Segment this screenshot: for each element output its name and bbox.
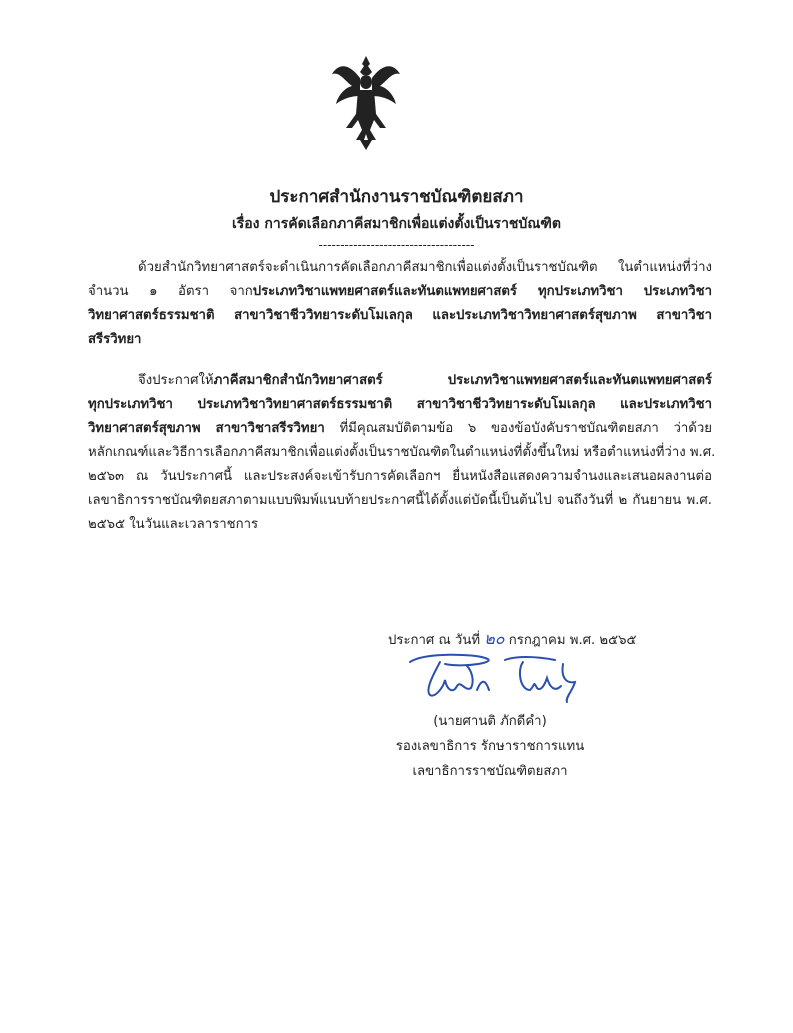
paragraph-2-line [88,443,716,463]
bold-text: สรีรวิทยา [88,332,142,347]
text: จึงประกาศให้ [138,373,214,388]
signer-position: รองเลขาธิการ รักษาราชการแทน [395,739,585,754]
paragraph-2-line [138,371,712,391]
bold-text: ภาคีสมาชิกสำนักวิทยาศาสตร์ ประเภทวิชาแพทยศาสตร์และทันตแพทยศาสตร์ [213,373,712,388]
date-suffix: กรกฎาคม พ.ศ. ๒๕๖๕ [508,633,637,648]
signature-icon [405,650,595,705]
paragraph-1-line [88,306,712,326]
paragraph-2-line [88,491,712,511]
text: ด้วยสำนักวิทยาศาสตร์จะดำเนินการคัดเลือกภาคีสมาชิกเพื่อแต่งตั้งเป็นราชบัณฑิต ในตำแหน่งที่ว่าง [138,260,712,275]
date-prefix: ประกาศ ณ วันที่ [388,633,481,648]
bold-text: ทุกประเภทวิชา ประเภทวิชาวิทยาศาสตร์ธรรมชาติ สาขาวิชาชีววิทยาระดับโมเลกุล และประเภทวิชา [88,397,712,412]
paragraph-2-line [88,515,712,535]
garuda-emblem-icon [330,52,402,152]
text: เลขาธิการราชบัณฑิตยสภาตามแบบพิมพ์แนบท้ายประกาศนี้ได้ตั้งแต่บัดนี้เป็นต้นไป จนถึงวันที่ ๒ กันยายน พ.ศ. [88,493,712,508]
signer-office: เลขาธิการราชบัณฑิตยสภา [412,764,568,779]
paragraph-2-line [88,419,712,439]
document-subject: เรื่อง การคัดเลือกภาคีสมาชิกเพื่อแต่งตั้งเป็นราชบัณฑิต [231,216,562,232]
text: ๒๕๖๕ ในวันและเวลาราชการ [88,517,259,532]
date-day-handwritten: ๒๐ [484,629,505,648]
paragraph-2-line [88,467,712,487]
divider-dashes: ------------------------------------ [318,238,475,252]
announcement-date [388,627,636,652]
text: จำนวน ๑ อัตรา จาก [88,284,253,299]
text: หลักเกณฑ์และวิธีการเลือกภาคีสมาชิกเพื่อแต่งตั้งเป็นราชบัณฑิตในตำแหน่งที่ตั้งขึ้นใหม่ หรือตำแหน่งที่ว่าง พ.ศ. [88,445,716,460]
paragraph-1-line [88,330,712,350]
paragraph-1-line [138,258,712,278]
text: ที่มีคุณสมบัติตามข้อ ๖ ของข้อบังคับราชบัณฑิตยสภา ว่าด้วย [324,421,712,436]
bold-text: วิทยาศาสตร์สุขภาพ สาขาวิชาสรีรวิทยา [88,421,325,436]
paragraph-2-line [88,395,712,415]
text: ๒๕๖๓ ณ วันประกาศนี้ และประสงค์จะเข้ารับการคัดเลือกฯ ยื่นหนังสือแสดงความจำนงและเสนอผลงานต่อ [88,469,712,484]
paragraph-1-line [88,282,712,302]
bold-text: วิทยาศาสตร์ธรรมชาติ สาขาวิชาชีววิทยาระดับโมเลกุล และประเภทวิชาวิทยาศาสตร์สุขภาพ สาขาวิชา [88,308,712,323]
bold-text: ประเภทวิชาแพทยศาสตร์และทันตแพทยศาสตร์ ทุกประเภทวิชา ประเภทวิชา [252,284,712,299]
document-title: ประกาศสำนักงานราชบัณฑิตยสภา [269,187,524,207]
signer-name: (นายศานติ ภักดีคำ) [433,714,547,729]
